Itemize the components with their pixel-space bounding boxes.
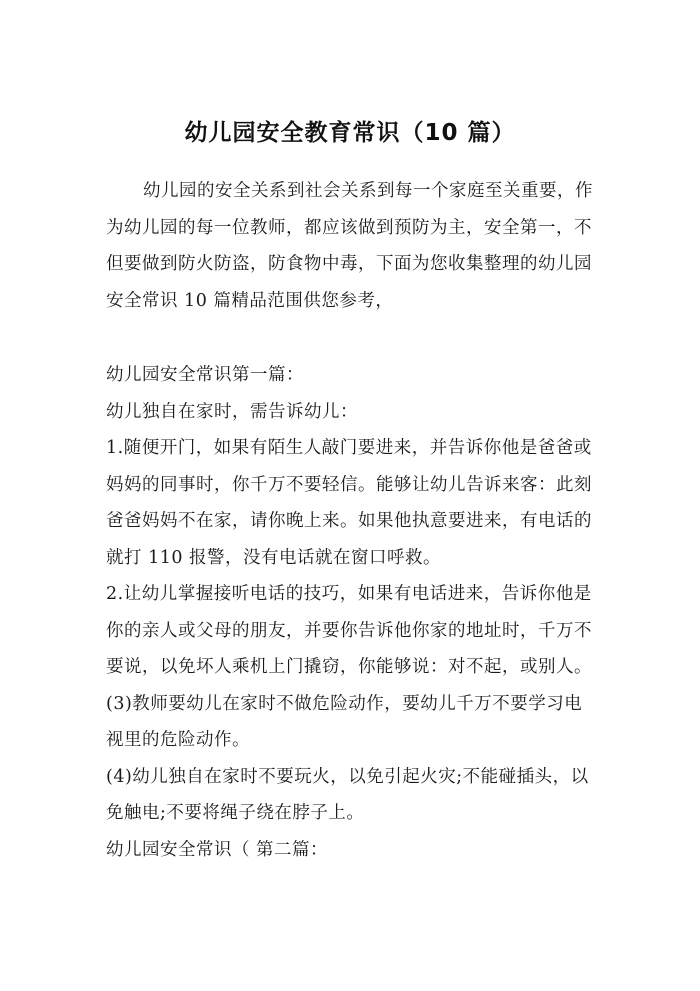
document-title: 幼儿园安全教育常识（10 篇） <box>184 120 516 146</box>
body-paragraph: 幼儿独自在家时，需告诉幼儿： <box>106 401 358 422</box>
section-heading-1: 幼儿园安全常识第一篇： <box>106 365 304 385</box>
body-paragraph: 1.随便开门，如果有陌生人敲门要进来，并告诉你他是爸爸或妈妈的同事时，你千万不要轻信。能够让幼儿告诉来客：此刻爸爸妈妈不在家，请你晚上来。如果他执意要进来，有电话的就打 110 报警，没有电话就在窗口呼救。 <box>106 438 592 568</box>
section-heading-2: 幼儿园安全常识（ 第二篇： <box>106 839 329 860</box>
body-paragraph: (4)幼儿独自在家时不要玩火，以免引起火灾;不能碰插头，以免触电;不要将绳子绕在脖子上。 <box>106 766 589 823</box>
body-paragraph: 2.让幼儿掌握接听电话的技巧，如果有电话进来，告诉你他是你的亲人或父母的朋友，并要你告诉他你家的地址时，千万不要说，以免坏人乘机上门撬窃，你能够说：对不起，或别人。 <box>106 584 592 677</box>
paragraph-spacer <box>106 319 596 357</box>
body-paragraph: (3)教师要幼儿在家时不做危险动作，要幼儿千万不要学习电视里的危险动作。 <box>106 693 583 750</box>
document-body <box>106 173 596 868</box>
intro-paragraph: 幼儿园的安全关系到社会关系到每一个家庭至关重要，作为幼儿园的每一位教师，都应该做到预防为主，安全第一，不但要做到防火防盗，防食物中毒，下面为您收集整理的幼儿园安全常识 10 篇精品范围供您参考， <box>106 181 593 311</box>
